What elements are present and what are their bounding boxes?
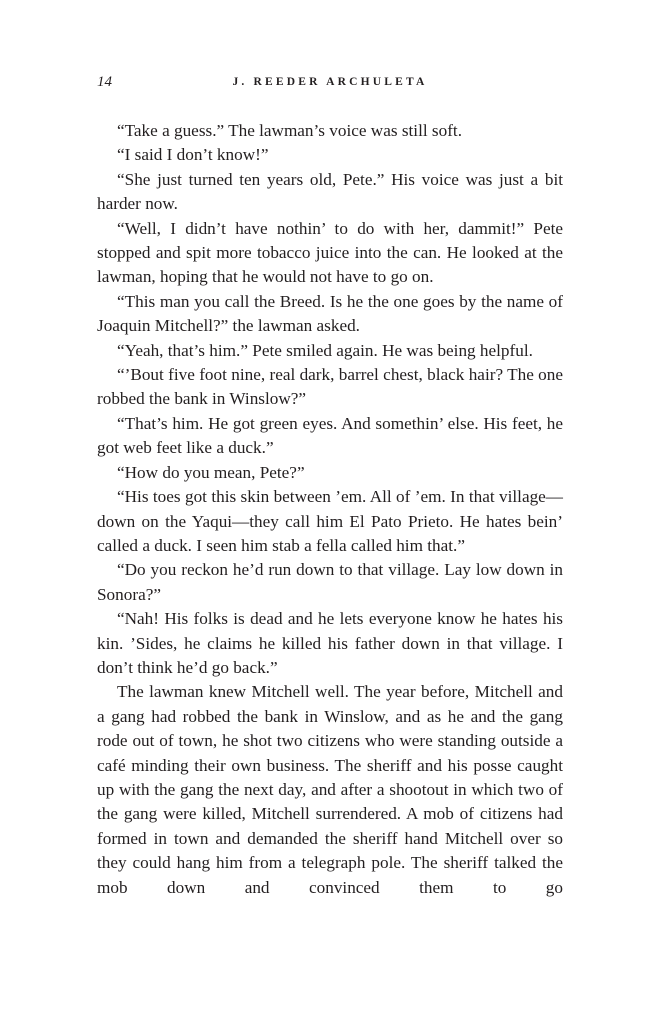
- paragraph: “Do you reckon he’d run down to that village. Lay low down in Sonora?”: [97, 560, 563, 604]
- paragraph: “I said I don’t know!”: [117, 145, 269, 165]
- paragraph: “How do you mean, Pete?”: [117, 462, 305, 482]
- page-number: 14: [97, 74, 112, 90]
- book-page: [97, 72, 563, 900]
- paragraph: “She just turned ten years old, Pete.” His voice was just a bit harder now.: [97, 169, 563, 214]
- paragraph: “His toes got this skin between ’em. All of ’em. In that village—down on the Yaqui—they call him El Pato Prieto. He hates bein’ called a duck. I seen him stab a fella called him that.”: [97, 487, 563, 555]
- paragraph: “Yeah, that’s him.” Pete smiled again. He was being helpful.: [117, 340, 533, 360]
- running-head-author: J. REEDER ARCHULETA: [232, 76, 428, 88]
- body-text: [97, 119, 563, 900]
- paragraph: “This man you call the Breed. Is he the one goes by the name of Joaquin Mitchell?” the lawman asked.: [97, 291, 563, 336]
- paragraph: “Take a guess.” The lawman’s voice was still soft.: [117, 121, 462, 140]
- paragraph: The lawman knew Mitchell well. The year before, Mitchell and a gang had robbed the bank in Winslow, and as he and the gang rode out of town, he shot two citizens who were standing outside a café minding their own business. The sheriff and his posse caught up with the gang the next day, and after a shootout in which two of the gang were killed, Mitchell surrendered. A mob of citizens had formed in town and demanded the sheriff hand Mitchell over so they could hang him from a telegraph pole. The sheriff talked the mob down and convinced them to go: [97, 682, 563, 897]
- paragraph: “Nah! His folks is dead and he lets everyone know he hates his kin. ’Sides, he claims he killed his father down in that village. I don’t think he’d go back.”: [97, 609, 563, 677]
- running-head: [97, 72, 563, 96]
- paragraph: “That’s him. He got green eyes. And somethin’ else. His feet, he got web feet like a duck.”: [97, 413, 563, 458]
- paragraph: “Well, I didn’t have nothin’ to do with her, dammit!” Pete stopped and spit more tobacco juice into the can. He looked at the lawman, hoping that he would not have to go on.: [97, 218, 563, 287]
- paragraph: “’Bout five foot nine, real dark, barrel chest, black hair? The one robbed the bank in Winslow?”: [97, 365, 563, 409]
